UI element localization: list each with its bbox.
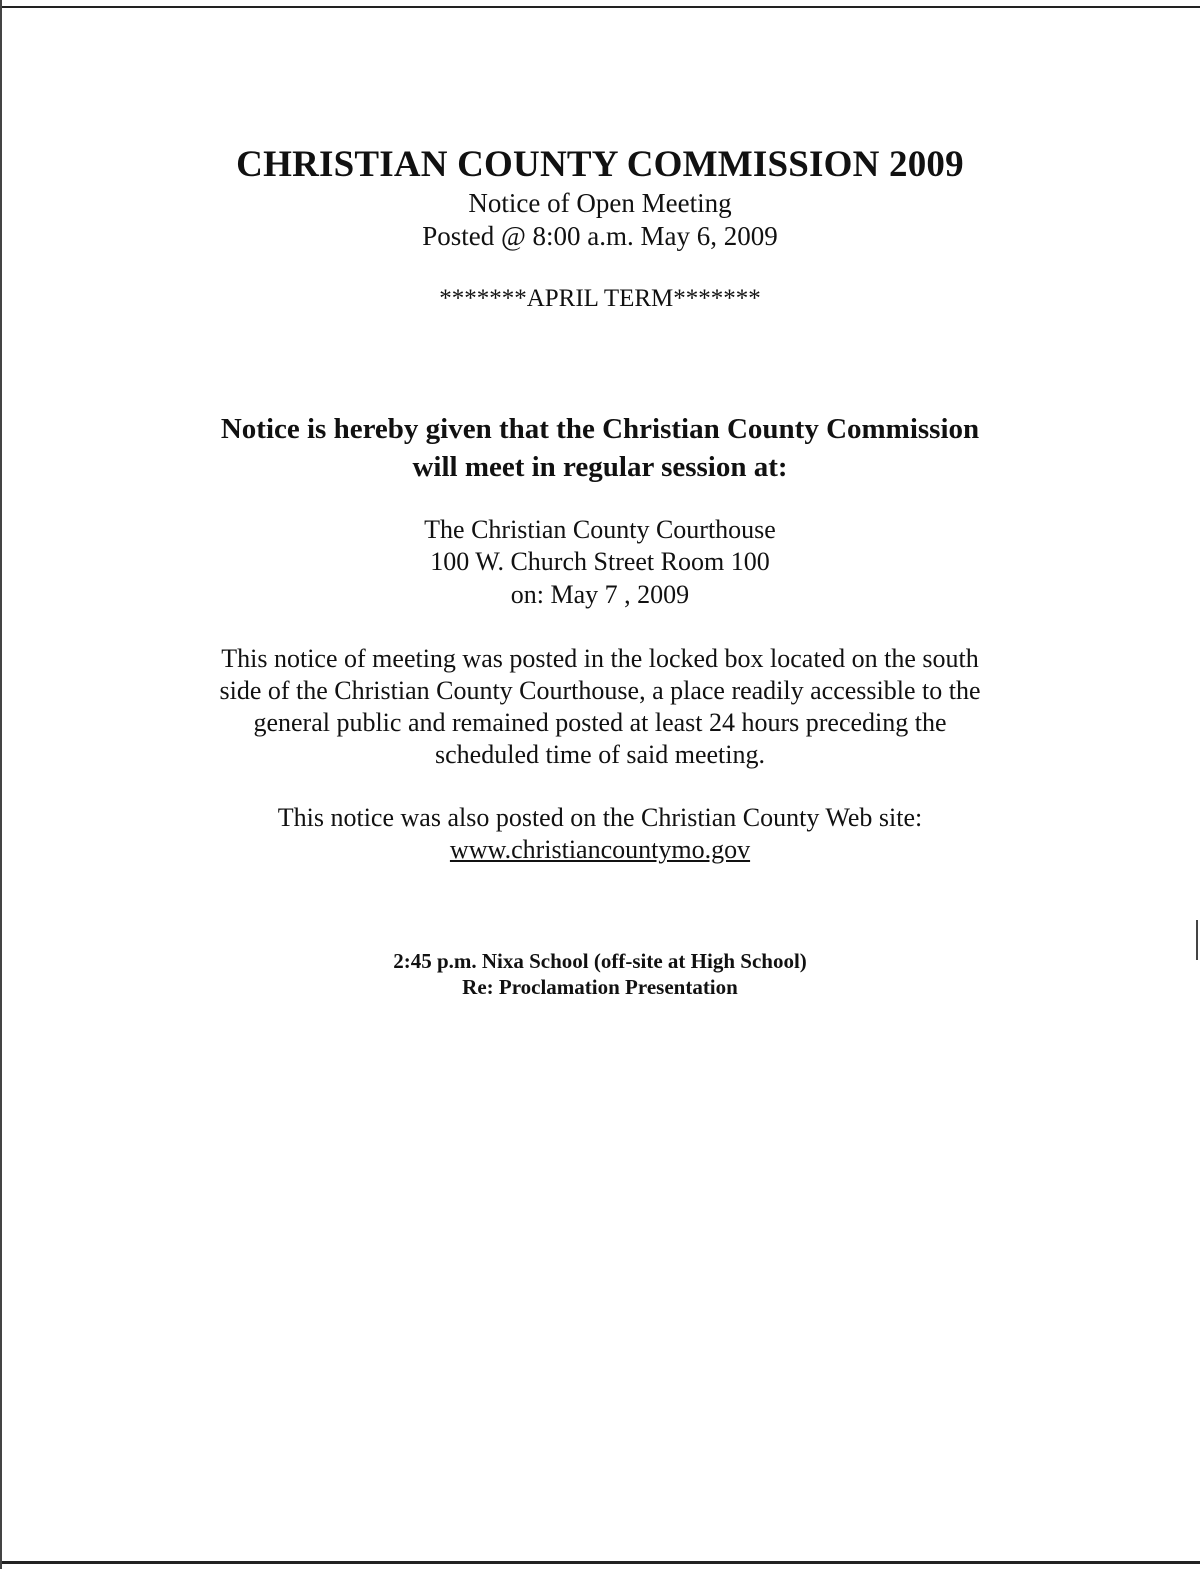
agenda-item-time: 2:45 p.m. Nixa School (off-site at High School)	[393, 949, 807, 973]
term-heading: *******APRIL TERM*******	[439, 285, 761, 312]
scan-edge-top	[0, 6, 1200, 8]
posting-statement-line: general public and remained posted at least 24 hours preceding the	[253, 708, 947, 737]
agenda-item-subject: Re: Proclamation Presentation	[462, 975, 738, 999]
notice-type: Notice of Open Meeting	[468, 188, 732, 218]
meeting-date: on: May 7 , 2009	[510, 580, 690, 609]
location-address: 100 W. Church Street Room 100	[430, 547, 770, 576]
notice-heading-line-1: Notice is hereby given that the Christian County Commission	[220, 413, 980, 445]
location-building: The Christian County Courthouse	[424, 515, 776, 544]
posting-statement-line: This notice of meeting was posted in the locked box located on the south	[221, 644, 979, 673]
website-link[interactable]: www.christiancountymo.gov	[449, 835, 751, 864]
posting-statement-line: scheduled time of said meeting.	[435, 740, 765, 769]
document-title: CHRISTIAN COUNTY COMMISSION 2009	[236, 144, 964, 185]
posting-statement-line: side of the Christian County Courthouse, a place readily accessible to the	[219, 676, 981, 705]
web-notice-text: This notice was also posted on the Christian County Web site:	[277, 803, 923, 832]
posted-timestamp: Posted @ 8:00 a.m. May 6, 2009	[422, 221, 778, 251]
notice-heading-line-2: will meet in regular session at:	[412, 451, 788, 483]
scan-edge-bottom	[0, 1561, 1200, 1564]
